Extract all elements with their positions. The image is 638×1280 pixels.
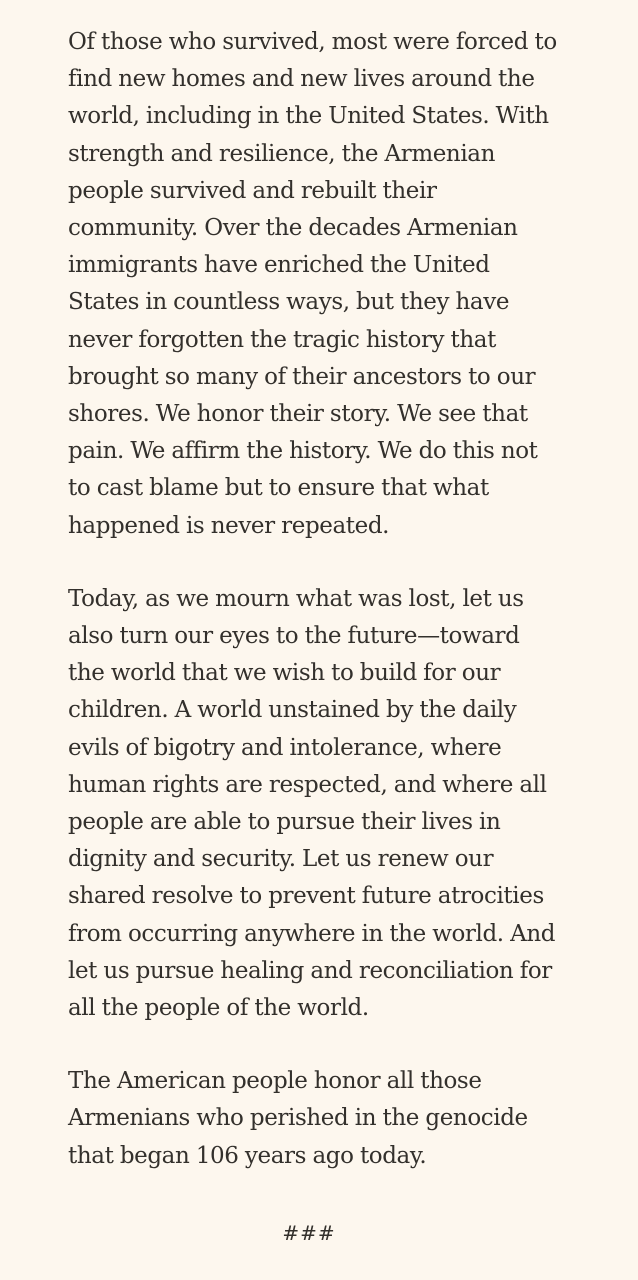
- end-of-statement-mark: ###: [282, 1221, 336, 1245]
- article-body: [68, 24, 558, 1175]
- paragraph-survivors: Of those who survived, most were forced to find new homes and new lives around the world, including in the United States. With strength and resilience, the Armenian people survived and rebuilt their community. Over the decades Armenian immigrants have enriched the United States in countless ways, but they have never forgotten the tragic history that brought so many of their ancestors to our shores. We honor their story. We see that pain. We affirm the history. We do this not to cast blame but to ensure that what happened is never repeated.: [68, 29, 557, 539]
- paragraph-honor: The American people honor all those Armenians who perished in the genocide that began 106 years ago today.: [68, 1068, 528, 1169]
- paragraph-future: Today, as we mourn what was lost, let us also turn our eyes to the future—toward the world that we wish to build for our children. A world unstained by the daily evils of bigotry and intolerance, where human rights are respected, and where all people are able to pursue their lives in dignity and security. Let us renew our shared resolve to prevent future atrocities from occurring anywhere in the world. And let us pursue healing and reconciliation for all the people of the world.: [68, 585, 556, 1022]
